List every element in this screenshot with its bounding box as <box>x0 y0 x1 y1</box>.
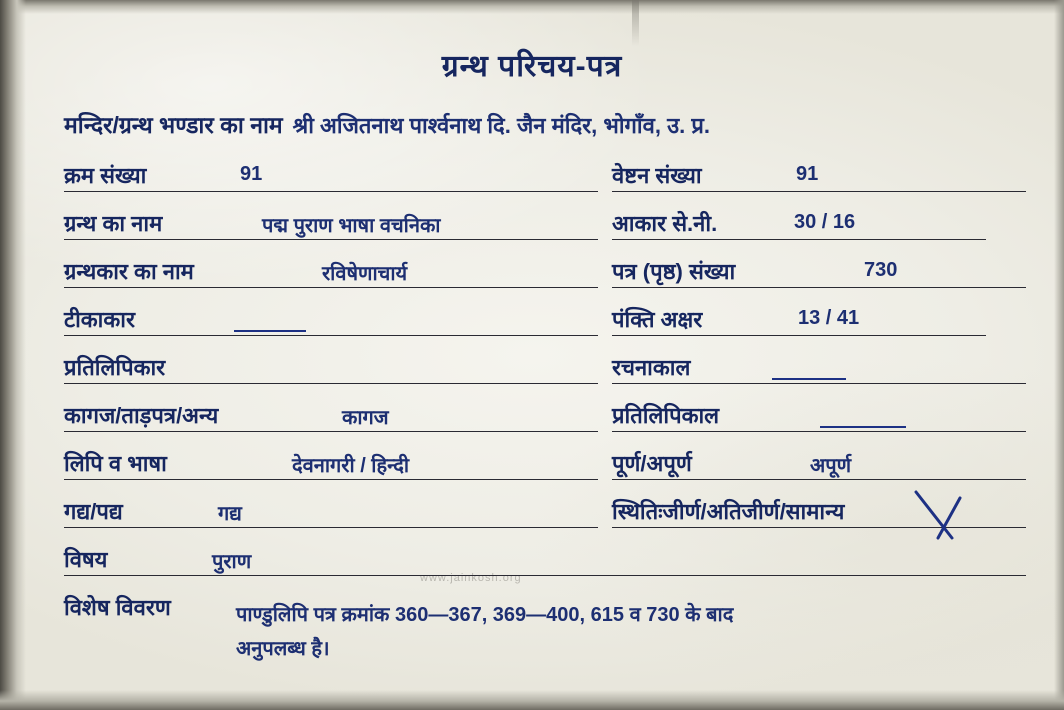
field-rule <box>64 191 598 192</box>
remarks-text <box>236 598 1016 666</box>
field-rule <box>612 383 1026 384</box>
field-value: 13 / 41 <box>798 307 860 329</box>
field-value: 30 / 16 <box>794 211 856 233</box>
field-rule <box>612 527 1026 528</box>
field-label: पत्र (पृष्ठ) संख्या <box>612 259 736 284</box>
field-pratilipikar <box>64 350 612 398</box>
field-granth-ka-naam <box>64 206 612 254</box>
field-lipi-va-bhasha <box>64 446 612 494</box>
field-label: आकार से.नी. <box>612 211 718 236</box>
field-label: ग्रन्थकार का नाम <box>64 259 194 284</box>
scan-edge-bottom <box>0 690 1064 710</box>
field-rule <box>64 383 598 384</box>
field-label: वेष्टन संख्या <box>612 163 702 188</box>
field-label: गद्य/पद्य <box>64 499 123 524</box>
form-row <box>64 398 1026 446</box>
field-rule <box>612 239 986 240</box>
field-rachanakal <box>612 350 1026 398</box>
field-pratilipikal <box>612 398 1026 446</box>
remarks-line: अनुपलब्ध है। <box>236 638 330 660</box>
field-label: क्रम संख्या <box>64 163 147 188</box>
scan-edge-left <box>0 0 26 710</box>
field-value: पुराण <box>212 551 252 573</box>
field-value: देवनागरी / हिन्दी <box>292 455 410 477</box>
form-row <box>64 350 1026 398</box>
field-krama-sankhya <box>64 158 612 206</box>
field-value: पद्म पुराण भाषा वचनिका <box>262 215 441 237</box>
paper-crease <box>632 0 639 46</box>
field-tikakar <box>64 302 612 350</box>
field-rule <box>612 287 1026 288</box>
field-sthiti <box>612 494 1026 542</box>
strikethrough-mark <box>908 488 968 546</box>
field-value: 91 <box>240 163 263 185</box>
field-vishay <box>64 542 612 590</box>
field-label: टीकाकार <box>64 307 135 332</box>
scan-edge-top <box>0 0 1064 14</box>
field-label: पूर्ण/अपूर्ण <box>612 451 692 476</box>
field-aakar-cm <box>612 206 1026 254</box>
field-rule <box>64 335 598 336</box>
field-rule <box>64 479 598 480</box>
field-kagaj-tadpatra-anya <box>64 398 612 446</box>
form-row <box>64 254 1026 302</box>
field-blank-underline <box>234 330 306 332</box>
field-label: प्रतिलिपिकाल <box>612 403 720 428</box>
field-blank-underline <box>772 378 846 380</box>
form-row <box>64 158 1026 206</box>
temple-name-value: श्री अजितनाथ पार्श्वनाथ दि. जैन मंदिर, भोगाँव, उ. प्र. <box>292 113 710 138</box>
field-rule <box>64 575 1026 576</box>
field-rule <box>612 479 1026 480</box>
field-value: 91 <box>796 163 819 185</box>
field-value: 730 <box>864 259 898 281</box>
form-row <box>64 542 1026 590</box>
field-label: रचनाकाल <box>612 355 691 380</box>
field-rule <box>612 191 1026 192</box>
field-label: ग्रन्थ का नाम <box>64 211 163 236</box>
form-row <box>64 206 1026 254</box>
form-row <box>64 446 1026 494</box>
scan-edge-right <box>1054 0 1064 710</box>
field-patra-sankhya <box>612 254 1026 302</box>
field-veshtan-sankhya <box>612 158 1026 206</box>
field-rule <box>64 527 598 528</box>
form-fields <box>64 158 1026 590</box>
field-granthkar-ka-naam <box>64 254 612 302</box>
field-rule <box>64 239 598 240</box>
field-label: प्रतिलिपिकार <box>64 355 166 380</box>
temple-name-row <box>64 108 1024 140</box>
field-value: रविषेणाचार्य <box>322 263 408 285</box>
temple-name-label: मन्दिर/ग्रन्थ भण्डार का नाम <box>64 112 283 138</box>
field-purna-apurna <box>612 446 1026 494</box>
field-gadya-padya <box>64 494 612 542</box>
field-label: पंक्ति अक्षर <box>612 307 703 332</box>
field-rule <box>612 335 986 336</box>
field-label: कागज/ताड़पत्र/अन्य <box>64 403 219 428</box>
field-blank-underline <box>820 426 906 428</box>
form-row <box>64 302 1026 350</box>
field-value: कागज <box>342 407 389 429</box>
field-rule <box>612 431 1026 432</box>
field-pankti-akshar <box>612 302 1026 350</box>
remarks-label: विशेष विवरण <box>64 595 171 620</box>
field-label: लिपि व भाषा <box>64 451 167 476</box>
scan-watermark: www.jainkosh.org <box>420 572 522 584</box>
field-label: स्थितिःजीर्ण/अतिजीर्ण/सामान्य <box>612 499 845 524</box>
page-title: ग्रन्थ परिचय-पत्र <box>441 50 623 83</box>
field-label: विषय <box>64 547 108 572</box>
field-rule <box>64 431 598 432</box>
field-value: अपूर्ण <box>810 455 852 477</box>
field-rule <box>64 287 598 288</box>
field-value: गद्य <box>218 503 242 525</box>
form-row <box>64 494 1026 542</box>
remarks-line: पाण्डुलिपि पत्र क्रमांक 360—367, 369—400, 615 व 730 के बाद <box>236 604 734 626</box>
